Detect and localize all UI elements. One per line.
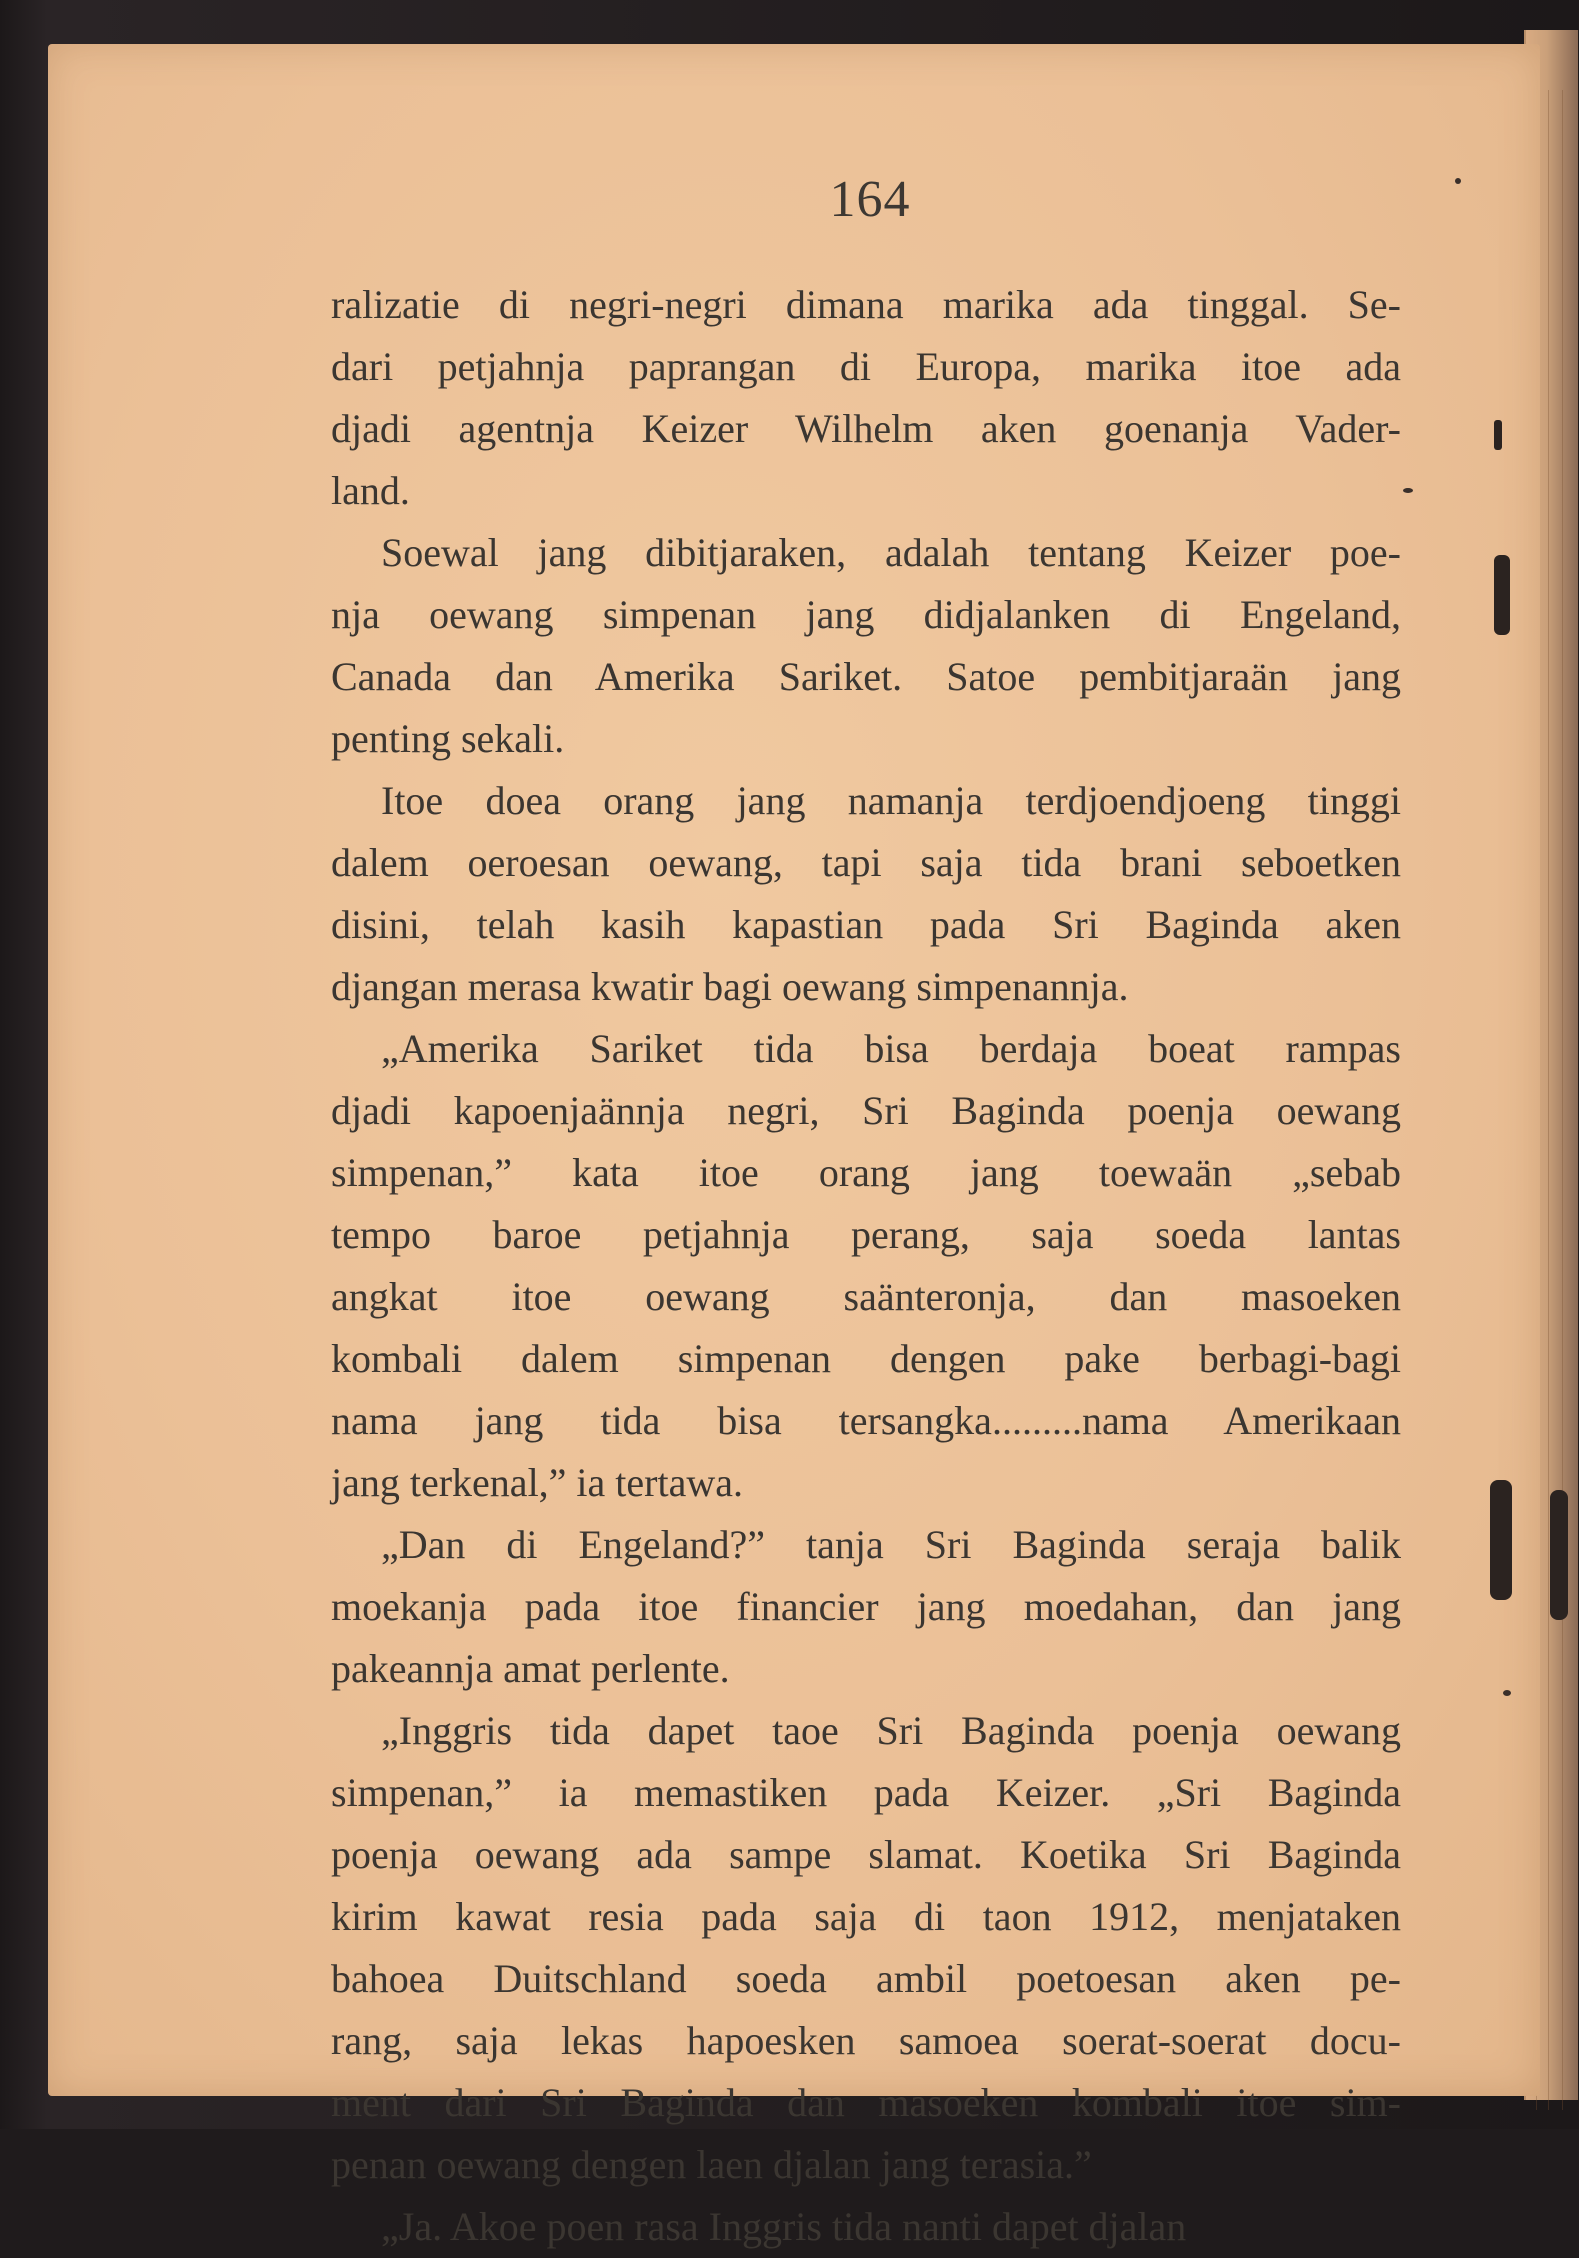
text-line: Itoe doea orang jang namanja terdjoendjoeng tinggi [381,778,1401,823]
ink-speck [1503,1690,1511,1696]
text-line: „Inggris tida dapet taoe Sri Baginda poenja oewang [381,1708,1401,1753]
text-line: dari petjahnja paprangan di Europa, marika itoe ada [331,344,1401,389]
paragraph [331,274,1401,522]
paragraph [331,522,1401,770]
text-line: disini, telah kasih kapastian pada Sri Baginda aken [331,902,1401,947]
text-line: Canada dan Amerika Sariket. Satoe pembitjaraän jang [331,654,1401,699]
page-damage-mark [1490,1480,1512,1600]
text-line: simpenan,” ia memastiken pada Keizer. „Sri Baginda [331,1770,1401,1815]
text-line: angkat itoe oewang saänteronja, dan masoeken [331,1274,1401,1319]
paragraph [331,2196,1401,2258]
text-line: poenja oewang ada sampe slamat. Koetika Sri Baginda [331,1832,1401,1877]
text-line: pakeannja amat perlente. [331,1646,730,1691]
edge-line [1548,90,1549,2110]
text-line: jang terkenal,” ia tertawa. [331,1460,743,1505]
text-line: „Ja. Akoe poen rasa Inggris tida nanti dapet djalan [381,2204,1187,2249]
paragraph [331,1700,1401,2196]
page-number: 164 [829,171,911,228]
text-line: simpenan,” kata itoe orang jang toewaän „sebab [331,1150,1401,1195]
paragraph [331,1018,1401,1514]
text-line: kombali dalem simpenan dengen pake berbagi-bagi [331,1336,1401,1381]
text-line: penan oewang dengen laen djalan jang terasia.” [331,2142,1092,2187]
text-line: land. [331,468,410,513]
paragraph [331,770,1401,1018]
ink-speck [1494,420,1502,450]
text-line: djangan merasa kwatir bagi oewang simpenannja. [331,964,1129,1009]
text-line: bahoea Duitschland soeda ambil poetoesan aken pe- [331,1956,1401,2001]
text-line: ment dari Sri Baginda dan masoeken kombali itoe sim- [331,2080,1401,2125]
text-line: kirim kawat resia pada saja di taon 1912, menjataken [331,1894,1401,1939]
body-text [331,274,1401,2258]
text-line: „Dan di Engeland?” tanja Sri Baginda seraja balik [381,1522,1401,1567]
page-damage-mark [1494,555,1510,635]
text-line: djadi kapoenjaännja negri, Sri Baginda poenja oewang [331,1088,1401,1133]
text-line: tempo baroe petjahnja perang, saja soeda lantas [331,1212,1401,1257]
text-line: dalem oeroesan oewang, tapi saja tida brani seboetken [331,840,1401,885]
text-line: moekanja pada itoe financier jang moedahan, dan jang [331,1584,1401,1629]
edge-line [1562,90,1563,2110]
text-line: djadi agentnja Keizer Wilhelm aken goenanja Vader- [331,406,1401,451]
paragraph [331,1514,1401,1700]
text-line: ralizatie di negri-negri dimana marika ada tinggal. Se- [331,282,1401,327]
text-line: Soewal jang dibitjaraken, adalah tentang Keizer poe- [381,530,1401,575]
text-line: nja oewang simpenan jang didjalanken di Engeland, [331,592,1401,637]
text-line: penting sekali. [331,716,565,761]
text-line: nama jang tida bisa tersangka.........nama Amerikaan [331,1398,1401,1443]
page-damage-mark [1550,1490,1568,1620]
ink-speck [1403,488,1413,493]
text-line: „Amerika Sariket tida bisa berdaja boeat rampas [381,1026,1401,1071]
text-line: rang, saja lekas hapoesken samoea soerat-soerat docu- [331,2018,1401,2063]
